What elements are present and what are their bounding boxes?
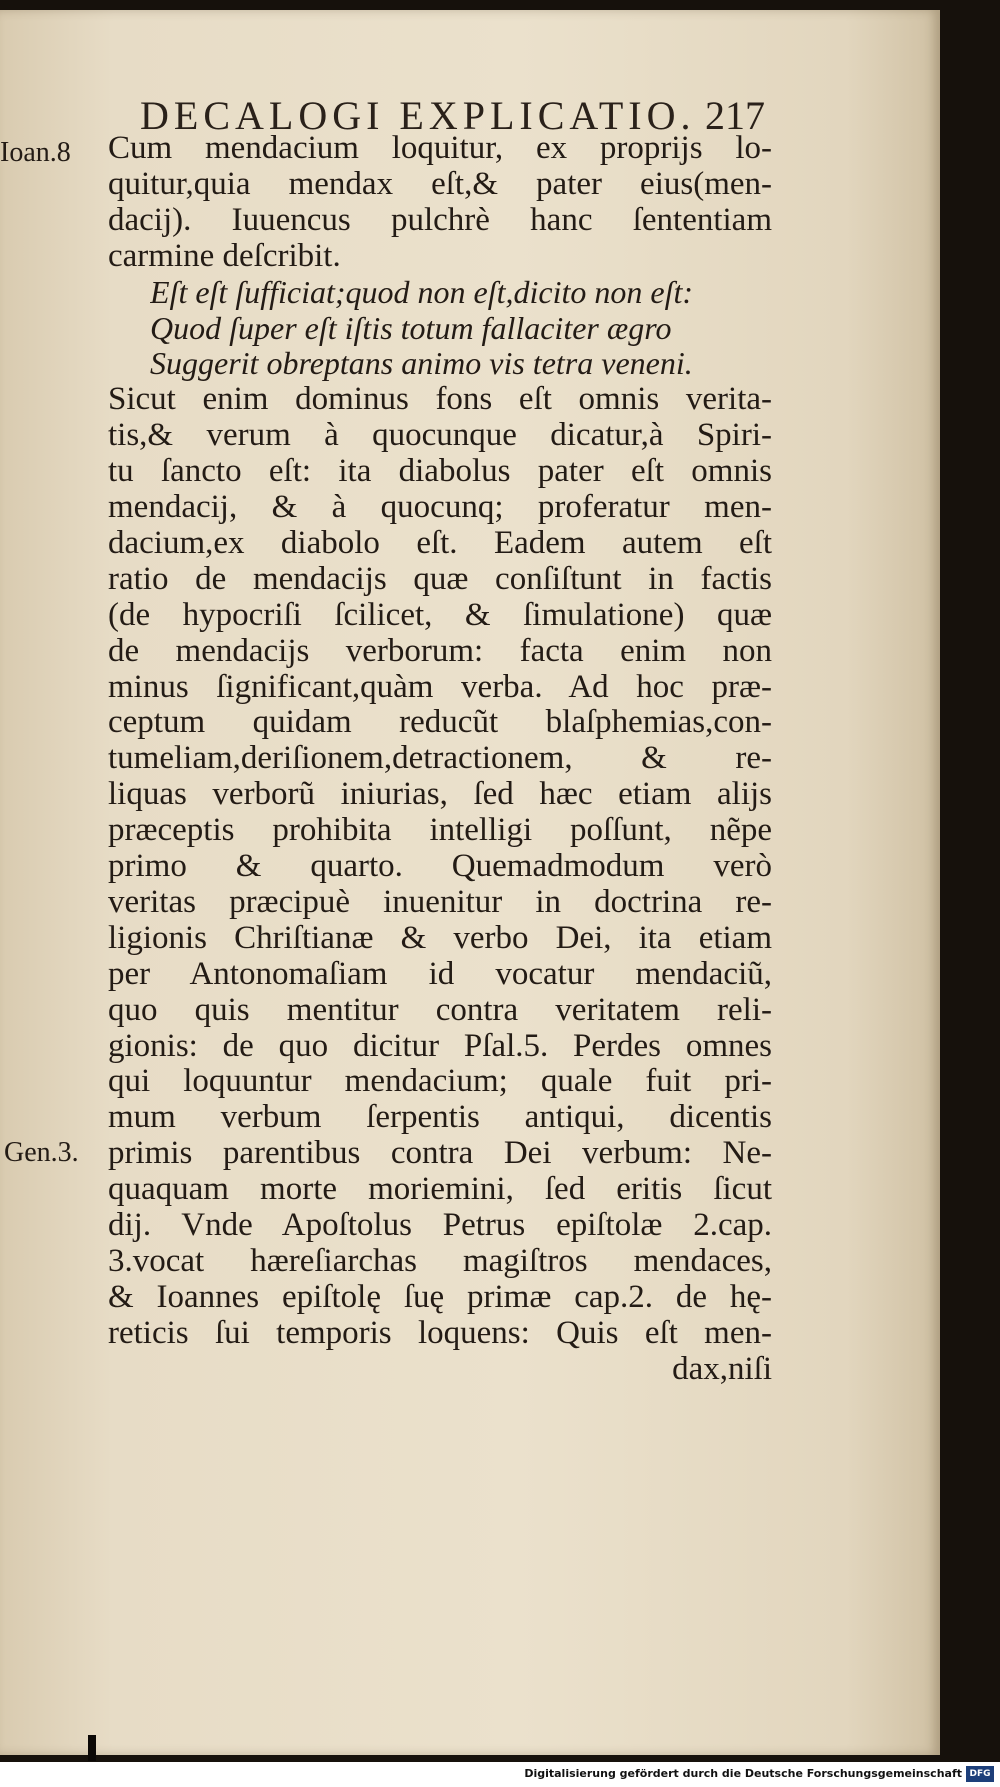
text-line: mendacij, & à quocunq; proferatur men- [108,489,772,525]
text-line: Sicut enim dominus fons eſt omnis verita- [108,381,772,418]
text-line: dacij). Iuuencus pulchrè hanc ſententiam [108,201,772,238]
text-line: veritas præcipuè inuenitur in doctrina re- [108,883,772,920]
text-line: Cum mendacium loquitur, ex proprijs lo- [108,130,772,166]
text-line: minus ſignificant,quàm verba. Ad hoc præ- [108,668,772,705]
text-line: (de hypocriſi ſcilicet, & ſimulatione) quæ [108,596,772,633]
margin-note-ioan: Ioan.8 [0,137,71,168]
text-line: reticis ſui temporis loquens: Quis eſt men- [108,1314,772,1351]
text-line: ceptum quidam reducũt blaſphemias,con- [108,704,772,741]
text-line: & Ioannes epiſtolę ſuę primæ cap.2. de hę- [108,1278,772,1315]
text-line: tumeliam,deriſionem,detractionem, & re- [108,740,772,777]
dfg-logo: DFG [966,1766,994,1782]
text-line: qui loquuntur mendacium; quale fuit pri- [108,1063,772,1100]
text-line: de mendacijs verborum: facta enim non [108,632,772,669]
text-line: tis,& verum à quocunque dicatur,à Spiri- [108,417,772,454]
text-line: liquas verborũ iniurias, ſed hæc etiam alijs [108,776,772,813]
page-number: 217 [705,93,765,138]
margin-note-gen: Gen.3. [4,1137,79,1168]
text-line: Eſt eſt ſufficiat;quod non eſt,dicito non eſt: [150,273,694,310]
book-page [0,10,940,1755]
text-line: primis parentibus contra Dei verbum: Ne- [108,1135,772,1172]
digitization-credit: Digitalisierung gefördert durch die Deutsche Forschungsgemeinschaft [524,1767,962,1780]
text-line: gionis: de quo dicitur Pſal.5. Perdes omnes [108,1027,772,1064]
text-line: tu ſancto eſt: ita diabolus pater eſt omnis [108,453,772,490]
text-line: Quod ſuper eſt iſtis totum fallaciter ægro [150,309,672,346]
text-line: primo & quarto. Quemadmodum verò [108,848,772,884]
text-line: Suggerit obreptans animo vis tetra veneni. [150,345,693,382]
text-line: carmine deſcribit. [108,237,341,274]
text-line: ratio de mendacijs quæ conſiſtunt in factis [108,560,772,597]
text-line: dax,niſi [672,1350,772,1387]
text-line: 3.vocat hæreſiarchas magiſtros mendaces, [108,1242,772,1279]
text-line: quo quis mentitur contra veritatem reli- [108,991,772,1028]
text-line: quaquam morte moriemini, ſed eritis ſicut [108,1171,772,1208]
spine-mark [88,1735,96,1761]
text-line: mum verbum ſerpentis antiqui, dicentis [108,1099,772,1136]
text-line: ligionis Chriſtianæ & verbo Dei, ita etiam [108,919,772,956]
running-head: DECALOGI EXPLICATIO. [140,93,696,138]
text-line: præceptis prohibita intelligi poſſunt, nẽpe [108,812,772,849]
text-line: quitur,quia mendax eſt,& pater eius(men- [108,165,772,202]
text-line: dacium,ex diabolo eſt. Eadem autem eſt [108,524,772,561]
text-line: dij. Vnde Apoſtolus Petrus epiſtolæ 2.cap. [108,1207,772,1243]
text-line: per Antonomaſiam id vocatur mendaciũ, [108,955,772,992]
